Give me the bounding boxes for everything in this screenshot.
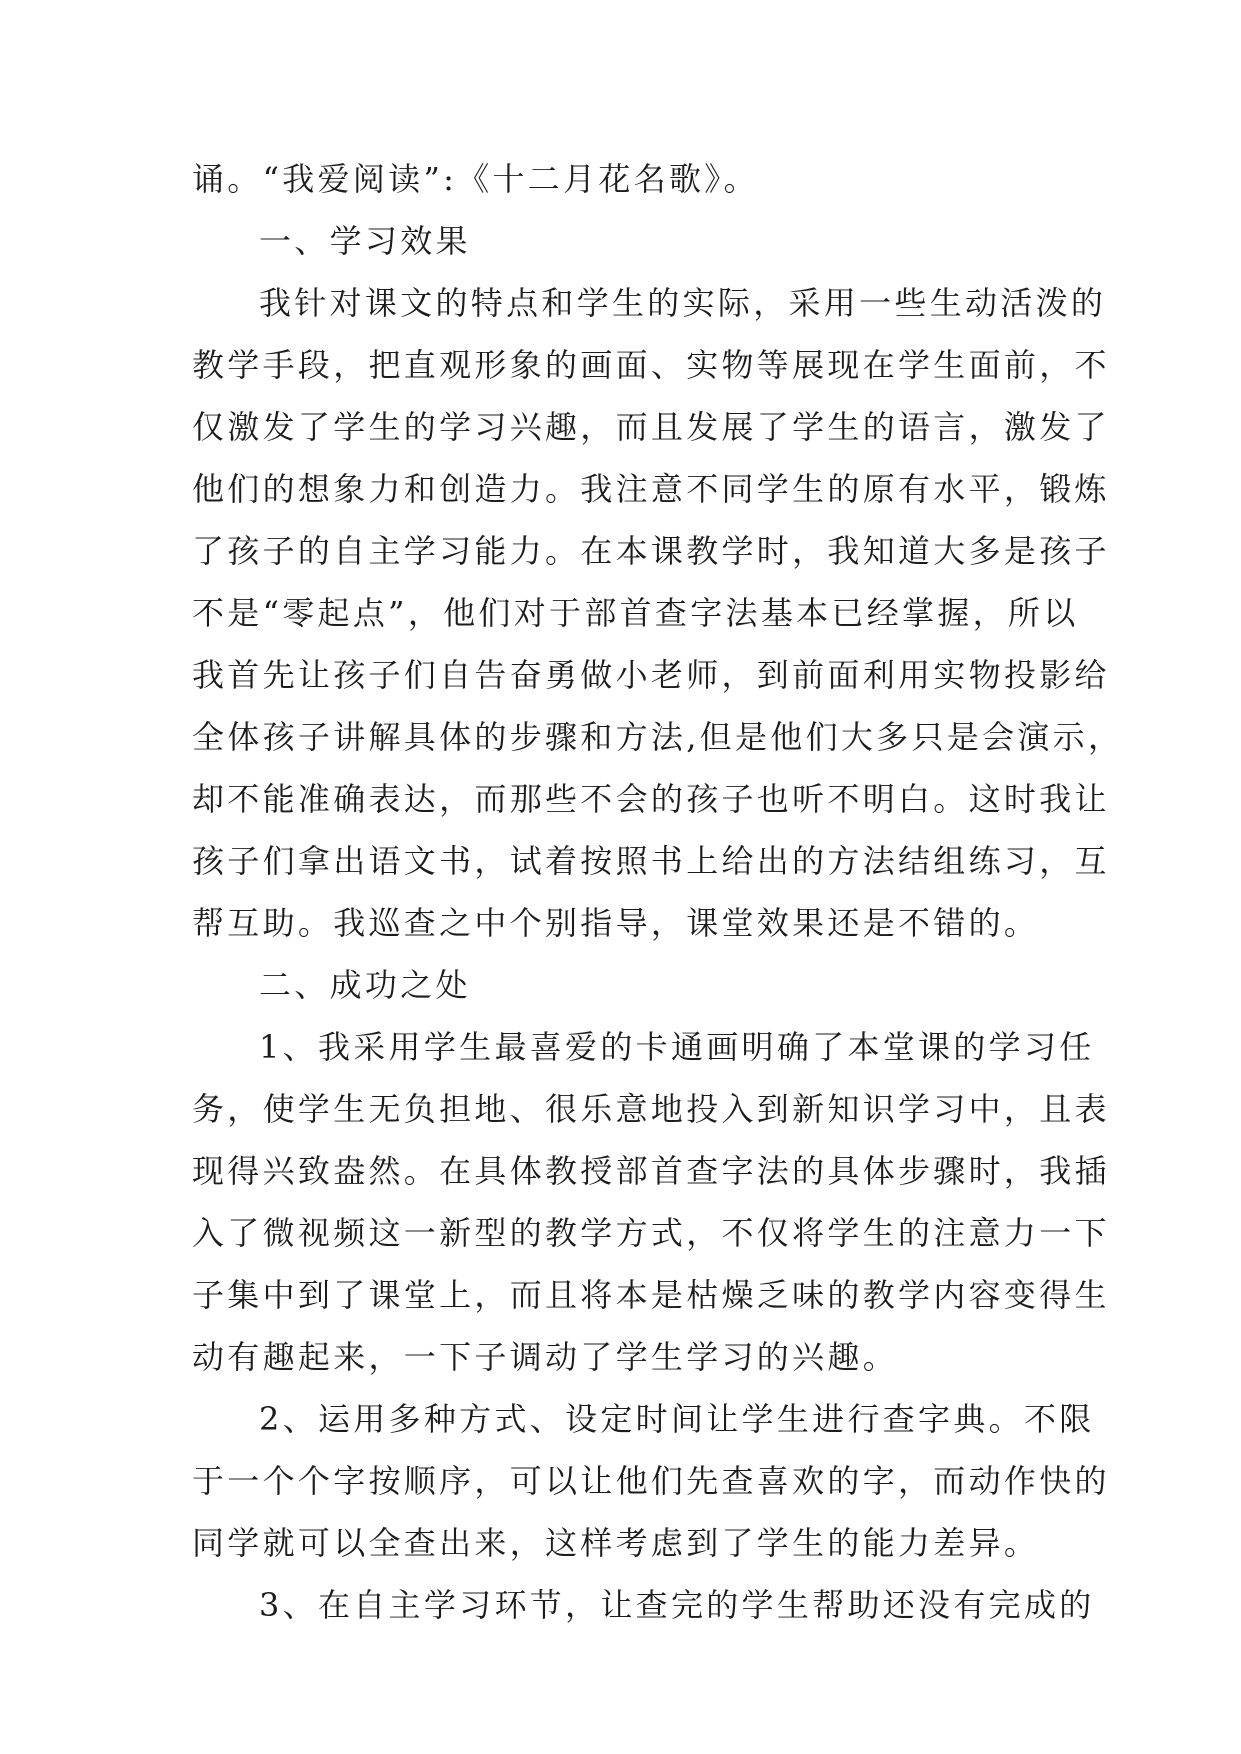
text-line: 动有趣起来，一下子调动了学生学习的兴趣。 bbox=[192, 1338, 899, 1376]
text-line: 子集中到了课堂上，而且将本是枯燥乏味的教学内容变得生 bbox=[192, 1276, 1110, 1314]
text-line: 我针对课文的特点和学生的实际，采用一些生动活泼的 bbox=[259, 284, 1107, 322]
text-line: 1、我采用学生最喜爱的卡通画明确了本堂课的学习任 bbox=[259, 1028, 1095, 1066]
text-line: 3、在自主学习环节，让查完的学生帮助还没有完成的 bbox=[259, 1586, 1095, 1624]
text-line: 仅激发了学生的学习兴趣，而且发展了学生的语言，激发了 bbox=[192, 408, 1110, 446]
text-line: 孩子们拿出语文书，试着按照书上给出的方法结组练习，互 bbox=[192, 842, 1110, 880]
text-line: 入了微视频这一新型的教学方式，不仅将学生的注意力一下 bbox=[192, 1214, 1110, 1252]
text-line: 了孩子的自主学习能力。在本课教学时，我知道大多是孩子 bbox=[192, 532, 1110, 570]
text-line: 于一个个字按顺序，可以让他们先查喜欢的字，而动作快的 bbox=[192, 1462, 1110, 1500]
text-line: 却不能准确表达，而那些不会的孩子也听不明白。这时我让 bbox=[192, 780, 1110, 818]
document-body bbox=[192, 148, 1124, 1636]
text-line: 2、运用多种方式、设定时间让学生进行查字典。不限 bbox=[259, 1400, 1095, 1438]
text-line: 全体孩子讲解具体的步骤和方法,但是他们大多只是会演示， bbox=[192, 718, 1124, 756]
text-line: 不是“零起点”，他们对于部首查字法基本已经掌握，所以 bbox=[192, 594, 1079, 632]
text-line: 教学手段，把直观形象的画面、实物等展现在学生面前，不 bbox=[192, 346, 1110, 384]
text-line: 我首先让孩子们自告奋勇做小老师，到前面利用实物投影给 bbox=[192, 656, 1110, 694]
section-heading: 二、成功之处 bbox=[259, 966, 471, 1004]
text-line: 现得兴致盎然。在具体教授部首查字法的具体步骤时，我插 bbox=[192, 1152, 1110, 1190]
text-line: 帮互助。我巡查之中个别指导，课堂效果还是不错的。 bbox=[192, 904, 1040, 942]
section-heading: 一、学习效果 bbox=[259, 222, 471, 260]
text-line: 同学就可以全查出来，这样考虑到了学生的能力差异。 bbox=[192, 1524, 1040, 1562]
text-line: 务，使学生无负担地、很乐意地投入到新知识学习中，且表 bbox=[192, 1090, 1110, 1128]
text-line: 诵。“我爱阅读”:《十二月花名歌》。 bbox=[192, 160, 759, 198]
text-line: 他们的想象力和创造力。我注意不同学生的原有水平，锻炼 bbox=[192, 470, 1110, 508]
